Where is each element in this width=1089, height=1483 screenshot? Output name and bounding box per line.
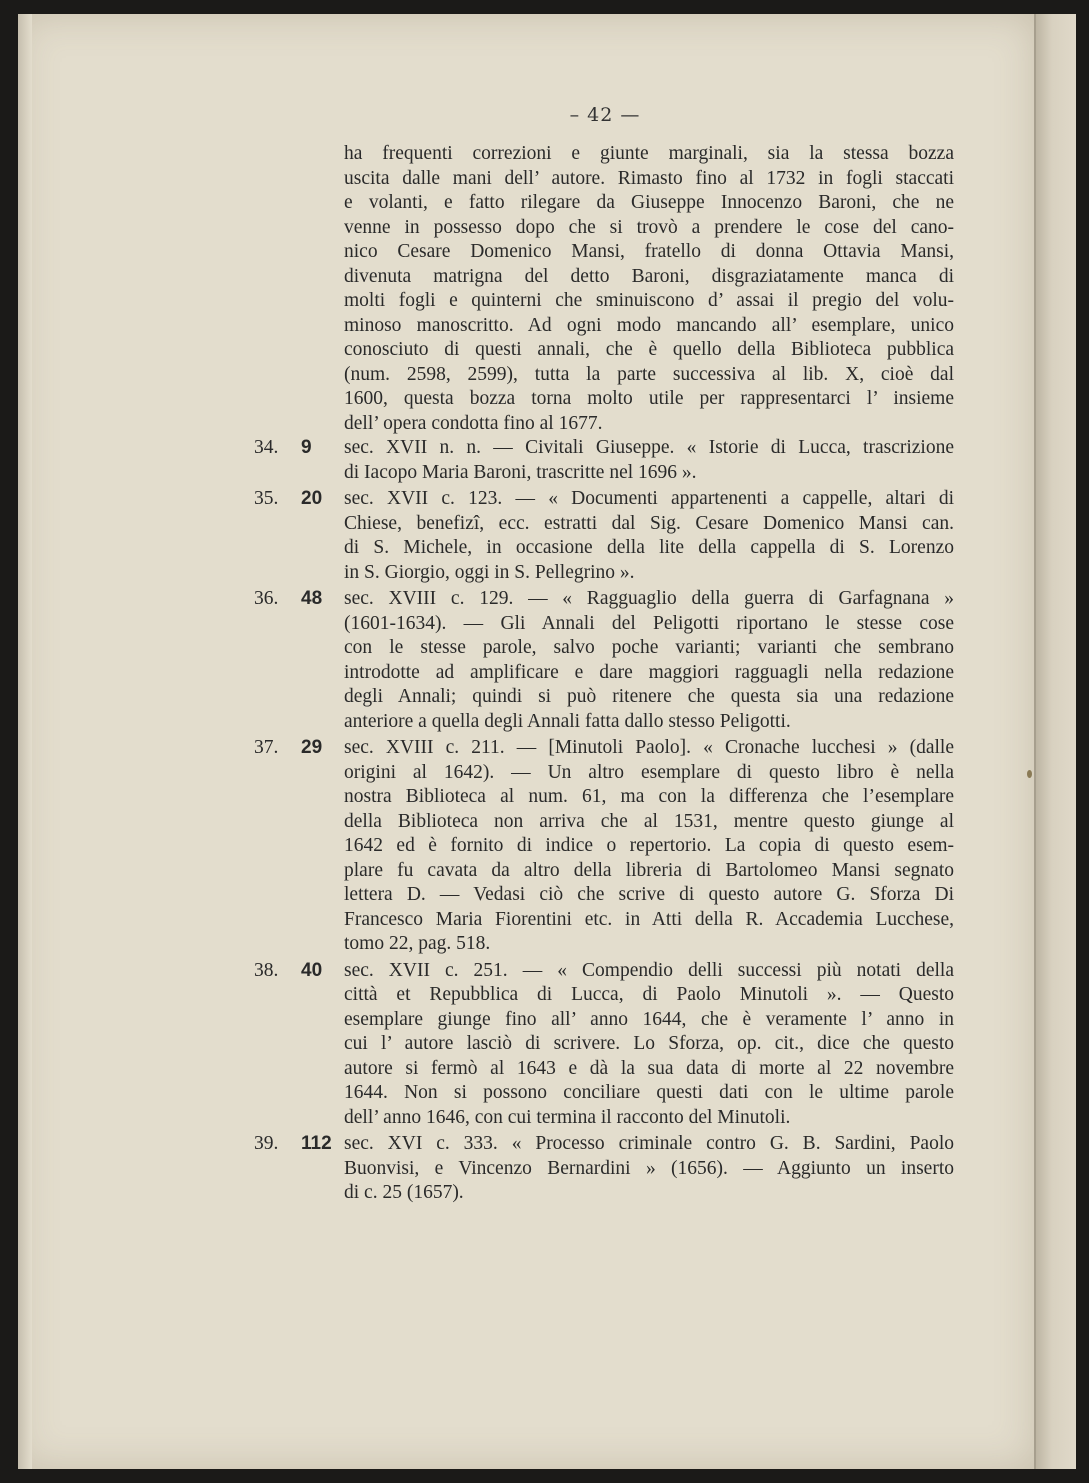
entry-line: di S. Michele, in occasione della lite della cappella di S. Lorenzo bbox=[344, 537, 954, 558]
entry-number: 36. bbox=[254, 588, 279, 609]
text-line: venne in possesso dopo che si trovò a prendere le cose del cano- bbox=[344, 216, 954, 238]
page-left-edge bbox=[18, 14, 32, 1469]
entry-line: cui l’ autore lasciò di scrivere. Lo Sforza, op. cit., dice che questo bbox=[344, 1033, 954, 1054]
entry-line: esemplare giunge fino all’ anno 1644, che è veramente l’ anno in bbox=[344, 1008, 954, 1030]
entry-heading bbox=[254, 959, 340, 983]
entry-line: anteriore a quella degli Annali fatta dallo stesso Peligotti. bbox=[344, 710, 791, 732]
entry-shelfmark: 112 bbox=[301, 1133, 332, 1154]
text-line: e volanti, e fatto rilegare da Giuseppe Innocenzo Baroni, che ne bbox=[344, 192, 954, 213]
entry-line: plare fu cavata da altro della libreria di Bartolomeo Mansi segnato bbox=[344, 859, 954, 881]
entry-line: origini al 1642). — Un altro esemplare di questo libro è nella bbox=[344, 761, 954, 783]
text-line: conosciuto di questi annali, che è quello della Biblioteca pubblica bbox=[344, 339, 954, 360]
entry-heading bbox=[254, 487, 340, 511]
entry-line: con le stesse parole, salvo poche varianti; varianti che sembrano bbox=[344, 637, 954, 658]
entry-heading bbox=[254, 1132, 340, 1156]
manuscript-entry bbox=[254, 1132, 954, 1206]
entry-heading bbox=[254, 436, 340, 460]
text-line: minoso manoscritto. Ad ogni modo mancando all’ esemplare, unico bbox=[344, 314, 954, 336]
paper-speck bbox=[1027, 770, 1032, 778]
entry-line: degli Annali; quindi si può ritenere che questa sia una redazione bbox=[344, 686, 954, 707]
entry-line: 1642 ed è fornito di indice o repertorio. La copia di questo esem- bbox=[344, 835, 954, 856]
text-line: divenuta matrigna del detto Baroni, disgraziatamente manca di bbox=[344, 265, 954, 287]
entry-line: tomo 22, pag. 518. bbox=[344, 933, 491, 954]
entry-number: 37. bbox=[254, 737, 279, 758]
manuscript-entry bbox=[254, 436, 954, 485]
entry-line: sec. XVI c. 333. « Processo criminale contro G. B. Sardini, Paolo bbox=[344, 1133, 954, 1154]
entry-shelfmark: 40 bbox=[301, 959, 323, 981]
text-line: (num. 2598, 2599), tutta la parte successiva al lib. X, cioè dal bbox=[344, 363, 954, 385]
entry-line: di Iacopo Maria Baroni, trascritte nel 1696 ». bbox=[344, 461, 697, 483]
entry-shelfmark: 29 bbox=[301, 737, 323, 758]
entry-heading bbox=[254, 736, 340, 760]
text-line: ha frequenti correzioni e giunte marginali, sia la stessa bozza bbox=[344, 143, 954, 164]
text-line: nico Cesare Domenico Mansi, fratello di donna Ottavia Mansi, bbox=[344, 241, 954, 262]
facing-page-edge bbox=[1036, 14, 1076, 1469]
manuscript-entry bbox=[254, 959, 954, 1131]
entry-line: dell’ anno 1646, con cui termina il racconto del Minutoli. bbox=[344, 1106, 791, 1128]
text-line: molti fogli e quinterni che sminuiscono d’ assai il pregio del volu- bbox=[344, 290, 954, 311]
manuscript-entry bbox=[254, 736, 954, 957]
manuscript-entry bbox=[254, 487, 954, 585]
entry-shelfmark: 48 bbox=[301, 588, 323, 609]
entry-line: sec. XVII n. n. — Civitali Giuseppe. « Istorie di Lucca, trascrizione bbox=[344, 437, 954, 458]
text-line: 1600, questa bozza torna molto utile per rappresentarci l’ insieme bbox=[344, 388, 954, 409]
entry-number: 35. bbox=[254, 488, 279, 509]
entry-line: autore si fermò al 1643 e dà la sua data di morte al 22 novembre bbox=[344, 1057, 954, 1079]
entry-line: sec. XVII c. 123. — « Documenti appartenenti a cappelle, altari di bbox=[344, 488, 954, 509]
intro-paragraph bbox=[344, 142, 954, 436]
entry-line: (1601-1634). — Gli Annali del Peligotti riportano le stesse cose bbox=[344, 612, 954, 634]
entry-heading bbox=[254, 587, 340, 611]
page-number: – 42 — bbox=[569, 104, 641, 126]
entry-number: 39. bbox=[254, 1133, 279, 1154]
entry-line: della Biblioteca non arriva che al 1531, mentre questo giunge al bbox=[344, 810, 954, 832]
entry-number: 38. bbox=[254, 959, 279, 981]
text-line: dell’ opera condotta fino al 1677. bbox=[344, 412, 603, 434]
text-body bbox=[254, 142, 954, 1208]
entry-line: sec. XVIII c. 211. — [Minutoli Paolo]. « Cronache lucchesi » (dalle bbox=[344, 737, 954, 758]
entry-line: nostra Biblioteca al num. 61, ma con la differenza che l’esemplare bbox=[344, 786, 954, 807]
entry-line: sec. XVIII c. 129. — « Ragguaglio della guerra di Garfagnana » bbox=[344, 588, 954, 609]
entry-line: Buonvisi, e Vincenzo Bernardini » (1656). — Aggiunto un inserto bbox=[344, 1157, 954, 1179]
entry-shelfmark: 20 bbox=[301, 488, 323, 509]
entry-number: 34. bbox=[254, 437, 279, 458]
manuscript-entry bbox=[254, 587, 954, 734]
entry-line: lettera D. — Vedasi ciò che scrive di questo autore G. Sforza Di bbox=[344, 884, 954, 905]
text-line: uscita dalle mani dell’ autore. Rimasto fino al 1732 in fogli staccati bbox=[344, 167, 954, 189]
entry-line: Chiese, benefizî, ecc. estratti dal Sig. Cesare Domenico Mansi can. bbox=[344, 512, 954, 534]
entry-line: introdotte ad amplificare e dare maggiori ragguagli nella redazione bbox=[344, 661, 954, 683]
entry-line: 1644. Non si possono conciliare questi dati con le ultime parole bbox=[344, 1082, 954, 1103]
entry-line: Francesco Maria Fiorentini etc. in Atti della R. Accademia Lucchese, bbox=[344, 908, 954, 930]
entry-line: città et Repubblica di Lucca, di Paolo Minutoli ». — Questo bbox=[344, 984, 954, 1005]
entry-list bbox=[254, 436, 954, 1206]
entry-line: di c. 25 (1657). bbox=[344, 1182, 464, 1203]
entry-line: sec. XVII c. 251. — « Compendio delli successi più notati della bbox=[344, 959, 954, 981]
entry-line: in S. Giorgio, oggi in S. Pellegrino ». bbox=[344, 561, 635, 583]
entry-shelfmark: 9 bbox=[301, 437, 312, 458]
